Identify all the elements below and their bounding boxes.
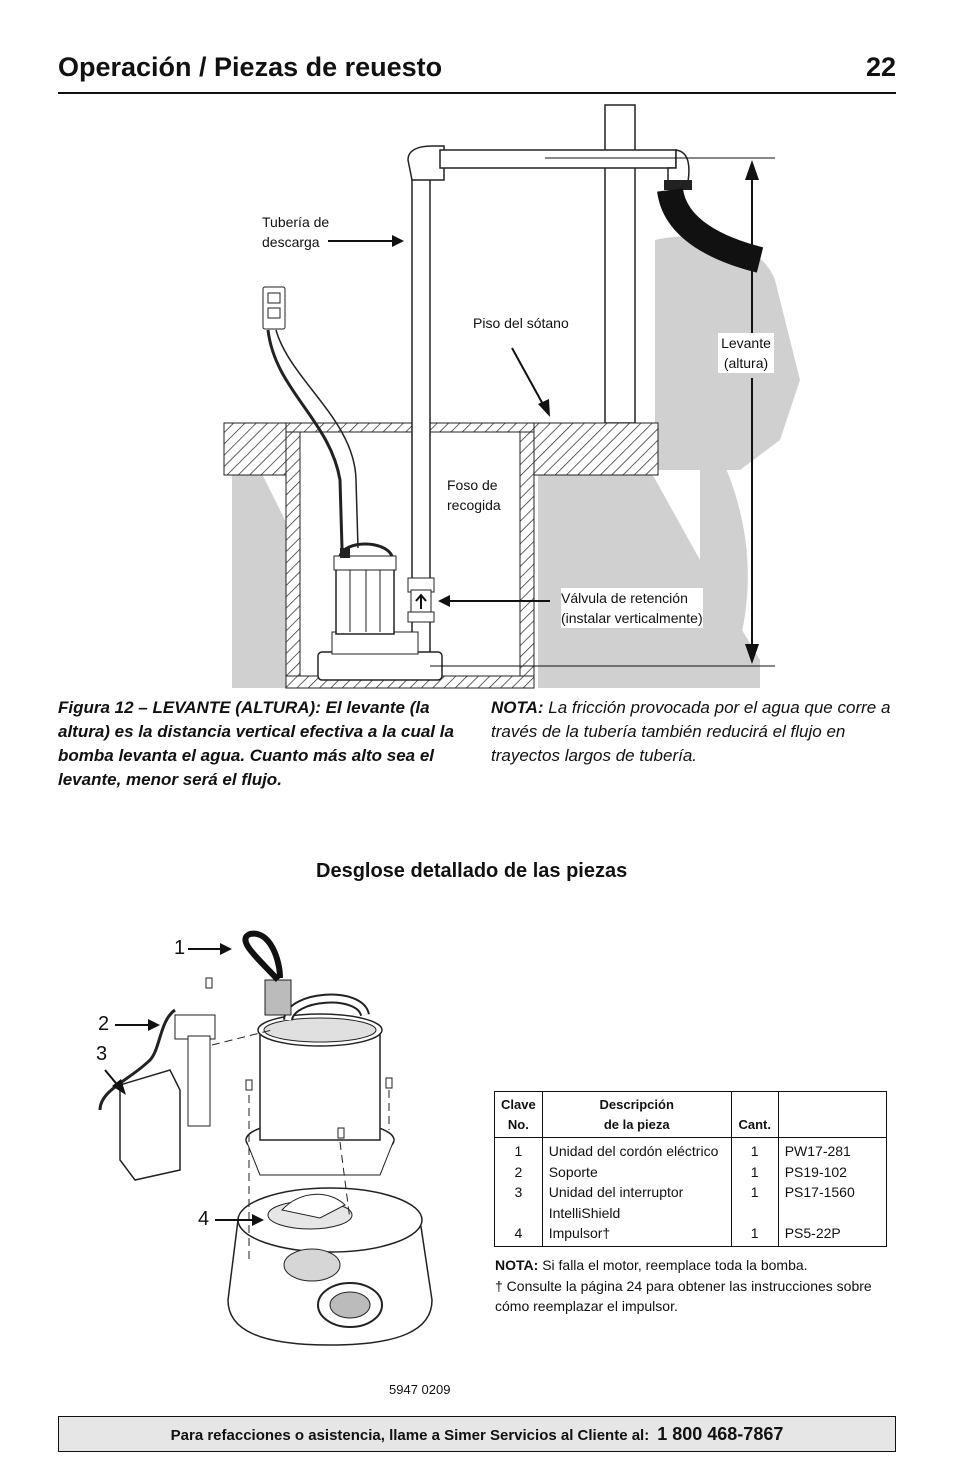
cell-desc (542, 1182, 731, 1223)
cell-part: PS5-22P (778, 1223, 886, 1246)
header-line: Descripción (599, 1097, 674, 1112)
cell-desc: Unidad del cordón eléctrico (542, 1138, 731, 1162)
parts-table (494, 1091, 887, 1247)
note-label: NOTA: (495, 1257, 539, 1273)
cell-key: 3 (514, 1184, 523, 1200)
cell-key: 4 (514, 1225, 523, 1241)
callout-2: 2 (98, 1013, 110, 1035)
cell-desc-line: IntelliShield (548, 1204, 621, 1221)
label-basement-floor: Piso del sótano (473, 315, 569, 331)
header-line: Clave (501, 1097, 536, 1112)
header-key (495, 1092, 543, 1138)
label-line: Levante (721, 335, 771, 351)
pump-base (318, 652, 442, 680)
figure-caption: Figura 12 – LEVANTE (ALTURA): El levante (la altura) es la distancia vertical efectiva a la cual la bomba levanta el agua. Cuanto más alto sea el levante, menor será el flujo. (58, 698, 454, 789)
table-row (495, 1138, 887, 1162)
figure-note (491, 696, 891, 768)
cell-qty: 1 (731, 1138, 778, 1162)
callout-4: 4 (198, 1208, 210, 1230)
cell-key: 2 (514, 1163, 523, 1180)
page-title: Operación / Piezas de reuesto (58, 52, 443, 82)
note-text: La fricción provocada por el agua que corre a través de la tubería también reducirá el flujo en trayectos largos de tubería. (491, 698, 891, 765)
cell-qty: 1 (731, 1162, 778, 1183)
section-heading: Desglose detallado de las piezas (316, 860, 628, 882)
footer-text: Para refacciones o asistencia, llame a Simer Servicios al Cliente al: (170, 1427, 650, 1444)
footer-phone: 1 800 468-7867 (657, 1424, 784, 1444)
lift-diagram (0, 0, 954, 700)
pit-wall-left (286, 432, 300, 688)
cell-qty: 1 (731, 1182, 778, 1223)
header-qty: Cant. (731, 1092, 778, 1138)
note-text: Si falla el motor, reemplace toda la bomba. (542, 1257, 808, 1273)
label-line: Foso de (447, 477, 498, 493)
cell-part: PW17-281 (778, 1138, 886, 1162)
header-line: de la pieza (603, 1117, 670, 1132)
dagger-note: † Consulte la página 24 para obtener las instrucciones sobre cómo reemplazar el impulsor. (495, 1277, 872, 1314)
label-discharge-pipe (262, 212, 329, 252)
table-row (495, 1182, 887, 1223)
cell-qty: 1 (731, 1223, 778, 1246)
cell-part: PS17-1560 (778, 1182, 886, 1223)
table-header-row (495, 1092, 887, 1138)
footer-bar (58, 1416, 896, 1452)
table-row (495, 1223, 887, 1246)
label-line: descarga (262, 234, 320, 250)
pump-motor (336, 568, 394, 634)
label-line: Válvula de retención (561, 590, 688, 606)
cell-desc: Soporte (542, 1162, 731, 1183)
pit-wall-right (520, 432, 534, 688)
callout-3: 3 (96, 1043, 108, 1065)
exploded-parts-diagram (60, 920, 480, 1370)
header-description (542, 1092, 731, 1138)
label-sump-pit (447, 475, 501, 515)
cell-key: 1 (514, 1143, 523, 1159)
motor-note (495, 1255, 875, 1276)
callout-1: 1 (174, 937, 186, 959)
cell-part: PS19-102 (778, 1162, 886, 1183)
header-part (778, 1092, 886, 1138)
label-lift (718, 333, 774, 373)
page-number: 22 (865, 52, 896, 82)
cell-desc-line: Unidad del interruptor (548, 1184, 684, 1200)
note-label: NOTA: (491, 698, 544, 717)
label-line: Tubería de (262, 214, 330, 230)
label-line: recogida (447, 497, 501, 513)
header-line: No. (507, 1117, 529, 1132)
label-line: (altura) (723, 355, 769, 371)
document-code: 5947 0209 (389, 1382, 451, 1397)
label-check-valve (561, 588, 703, 628)
parts-note (495, 1255, 875, 1317)
label-line: (instalar verticalmente) (561, 610, 703, 626)
table-row (495, 1162, 887, 1183)
cell-desc: Impulsor† (542, 1223, 731, 1246)
